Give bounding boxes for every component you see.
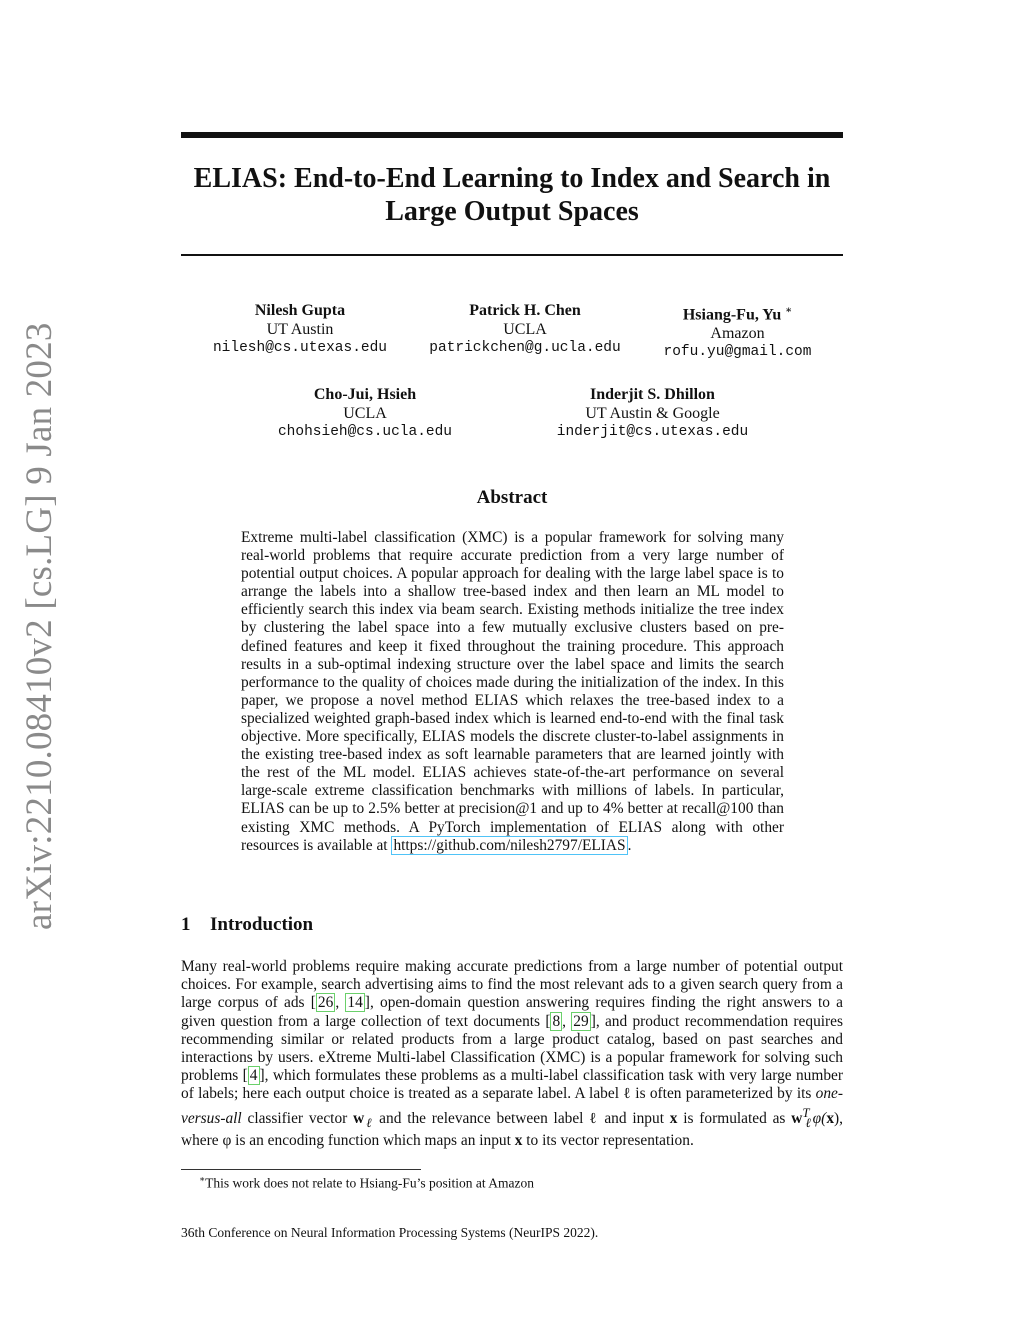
abstract-body (241, 529, 784, 855)
author-email[interactable]: inderjit@cs.utexas.edu (556, 424, 749, 440)
citation-link[interactable]: 4 (249, 1067, 258, 1085)
math-subscript: ℓ (364, 1115, 374, 1130)
author-block (540, 385, 765, 442)
author-email[interactable]: chohsieh@cs.ucla.edu (277, 424, 453, 440)
citation-link[interactable]: 29 (573, 1012, 589, 1030)
intro-paragraph: Many real-world problems require making accurate predictions from a large number of potential output choices. For example, search advertising aims to find the most relevant ads to a given search query from a large corpus of ads [ 26 , 14 ], open-domain question answering requires finding the right answers to a given question from a large collection of text documents [ 8 , 29 ], and product recommendation requires recommending similar or related products from a large product catalog, based on past searches and interactions by users. eXtreme Multi-label Classification (XMC) is a popular framework for solving such problems [ 4 ], which formulates these problems as a multi-label classification task with very large number of labels; here each output choice is treated as a separate label. A label ℓ is often parameterized by its one-versus-all classifier vector $w_\ell$ and the relevance between label ℓ and input x is formulated as $w^T_\ell\varphi(x)$, where φ is an encoding function which maps an input x to its vector representation. (181, 958, 844, 1150)
math-symbol: x (826, 1109, 835, 1127)
github-link[interactable]: https://github.com/nilesh2797/ELIAS (393, 836, 626, 854)
author-email[interactable]: nilesh@cs.utexas.edu (212, 340, 388, 356)
arxiv-stamp: arXiv:2210.08410v2 [cs.LG] 9 Jan 2023 (19, 322, 60, 930)
intro-text: and the relevance between label ℓ and input (373, 1109, 670, 1127)
intro-text: Many real-world problems require making accurate predictions from a large number of potential output choices. For example, search advertising aims to find the most relevant ads to a given search query from a large corpus of ads (181, 958, 843, 1012)
intro-text: , open-domain question answering requires finding the right answers to a given question from a large collection of text documents (181, 994, 843, 1030)
footnote (199, 1174, 534, 1192)
author-affiliation: UCLA (343, 405, 387, 422)
author-block (640, 301, 835, 362)
math-subscript: ℓ (803, 1115, 813, 1130)
section-heading (181, 914, 313, 936)
section-number: 1 (181, 914, 191, 935)
author-name: Nilesh Gupta (254, 302, 346, 319)
intro-text: , which formulates these problems as a multi-label classification task with very large number of labels; here each output choice is treated as a separate label. A label ℓ is often parameterized by its (181, 1067, 843, 1103)
venue-line: 36th Conference on Neural Information Processing Systems (NeurIPS 2022). (181, 1225, 599, 1240)
citation-link[interactable]: 14 (347, 994, 363, 1012)
title-top-rule (181, 132, 843, 138)
abstract-end: . (627, 836, 632, 854)
footnote-marker: ∗ (785, 305, 793, 316)
author-affiliation: UT Austin (266, 321, 334, 338)
author-name-line (640, 301, 835, 324)
author-name: Cho-Jui, Hsieh (313, 386, 417, 403)
author-affiliation: UT Austin & Google (585, 405, 720, 422)
intro-text: to its vector representation. (522, 1132, 694, 1150)
math-symbol: φ( (812, 1109, 827, 1127)
abstract-text: Extreme multi-label classification (XMC) is a popular framework for solving many real-world problems that require accurate prediction from a very large number of potential output choices. A popular approach for dealing with the large label space is to arrange the labels into a shallow tree-based index and then learn an ML model to efficiently search this index via beam search. Existing methods initialize the tree index by clustering the label space into a few mutually exclusive clusters based on pre-defined features and keep it fixed throughout the training procedure. This approach results in a sub-optimal indexing structure over the label space and limits the search performance to the quality of choices made during the initialization of the index. In this paper, we propose a novel method ELIAS which relaxes the tree-based index to a specialized weighted graph-based index which is learned end-to-end with the final task objective. More specifically, ELIAS models the discrete cluster-to-label assignments in the existing tree-based index as soft learnable parameters that are learned jointly with the rest of the ML model. ELIAS achieves state-of-the-art performance on several large-scale extreme classification benchmarks with millions of labels. In particular, ELIAS can be up to 2.5% better at precision@1 and up to 4% better at recall@100 than existing XMC methods. A PyTorch implementation of ELIAS along with other resources is available at (241, 529, 784, 854)
math-symbol: x (669, 1109, 678, 1127)
author-name: Inderjit S. Dhillon (590, 386, 715, 403)
section-title: Introduction (210, 914, 314, 935)
intro-text: , and product recommendation requires recommending similar or related products from a large product catalog, based on past searches and interactions by users. eXtreme Multi-label Classification (XMC) is a popular framework for solving such problems (181, 1012, 844, 1085)
author-block (265, 385, 465, 442)
footnote-marker: ∗ (199, 1174, 206, 1184)
math-symbol: x (514, 1132, 523, 1150)
footnote-text: This work does not relate to Hsiang-Fu’s position at Amazon (205, 1175, 534, 1191)
paper-title (181, 162, 843, 228)
author-block (200, 301, 400, 358)
intro-text: classifier vector (241, 1109, 354, 1127)
title-line-1: ELIAS: End-to-End Learning to Index and Search in (193, 163, 831, 194)
citation-link[interactable]: 26 (317, 994, 334, 1012)
intro-text: is formulated as (677, 1109, 792, 1127)
title-bottom-rule (181, 254, 843, 256)
author-affiliation: UCLA (503, 321, 547, 338)
author-email[interactable]: patrickchen@g.ucla.edu (429, 340, 621, 356)
math-superscript: T (802, 1105, 810, 1120)
citation-link[interactable]: 8 (552, 1012, 561, 1030)
italic-term: one-versus-all (181, 1085, 843, 1127)
author-affiliation: Amazon (710, 325, 765, 343)
intro-text: , where φ is an encoding function which maps an input (181, 1109, 844, 1150)
author-name: Patrick H. Chen (469, 302, 581, 319)
math-symbol: w (353, 1109, 365, 1127)
math-symbol: ) (834, 1109, 840, 1127)
author-block (410, 301, 640, 358)
footnote-rule (181, 1169, 421, 1170)
title-line-2: Large Output Spaces (385, 196, 639, 227)
abstract-heading: Abstract (476, 487, 548, 508)
author-email[interactable]: rofu.yu@gmail.com (663, 344, 812, 361)
math-symbol: w (791, 1109, 803, 1127)
author-name: Hsiang-Fu, Yu (682, 306, 782, 324)
